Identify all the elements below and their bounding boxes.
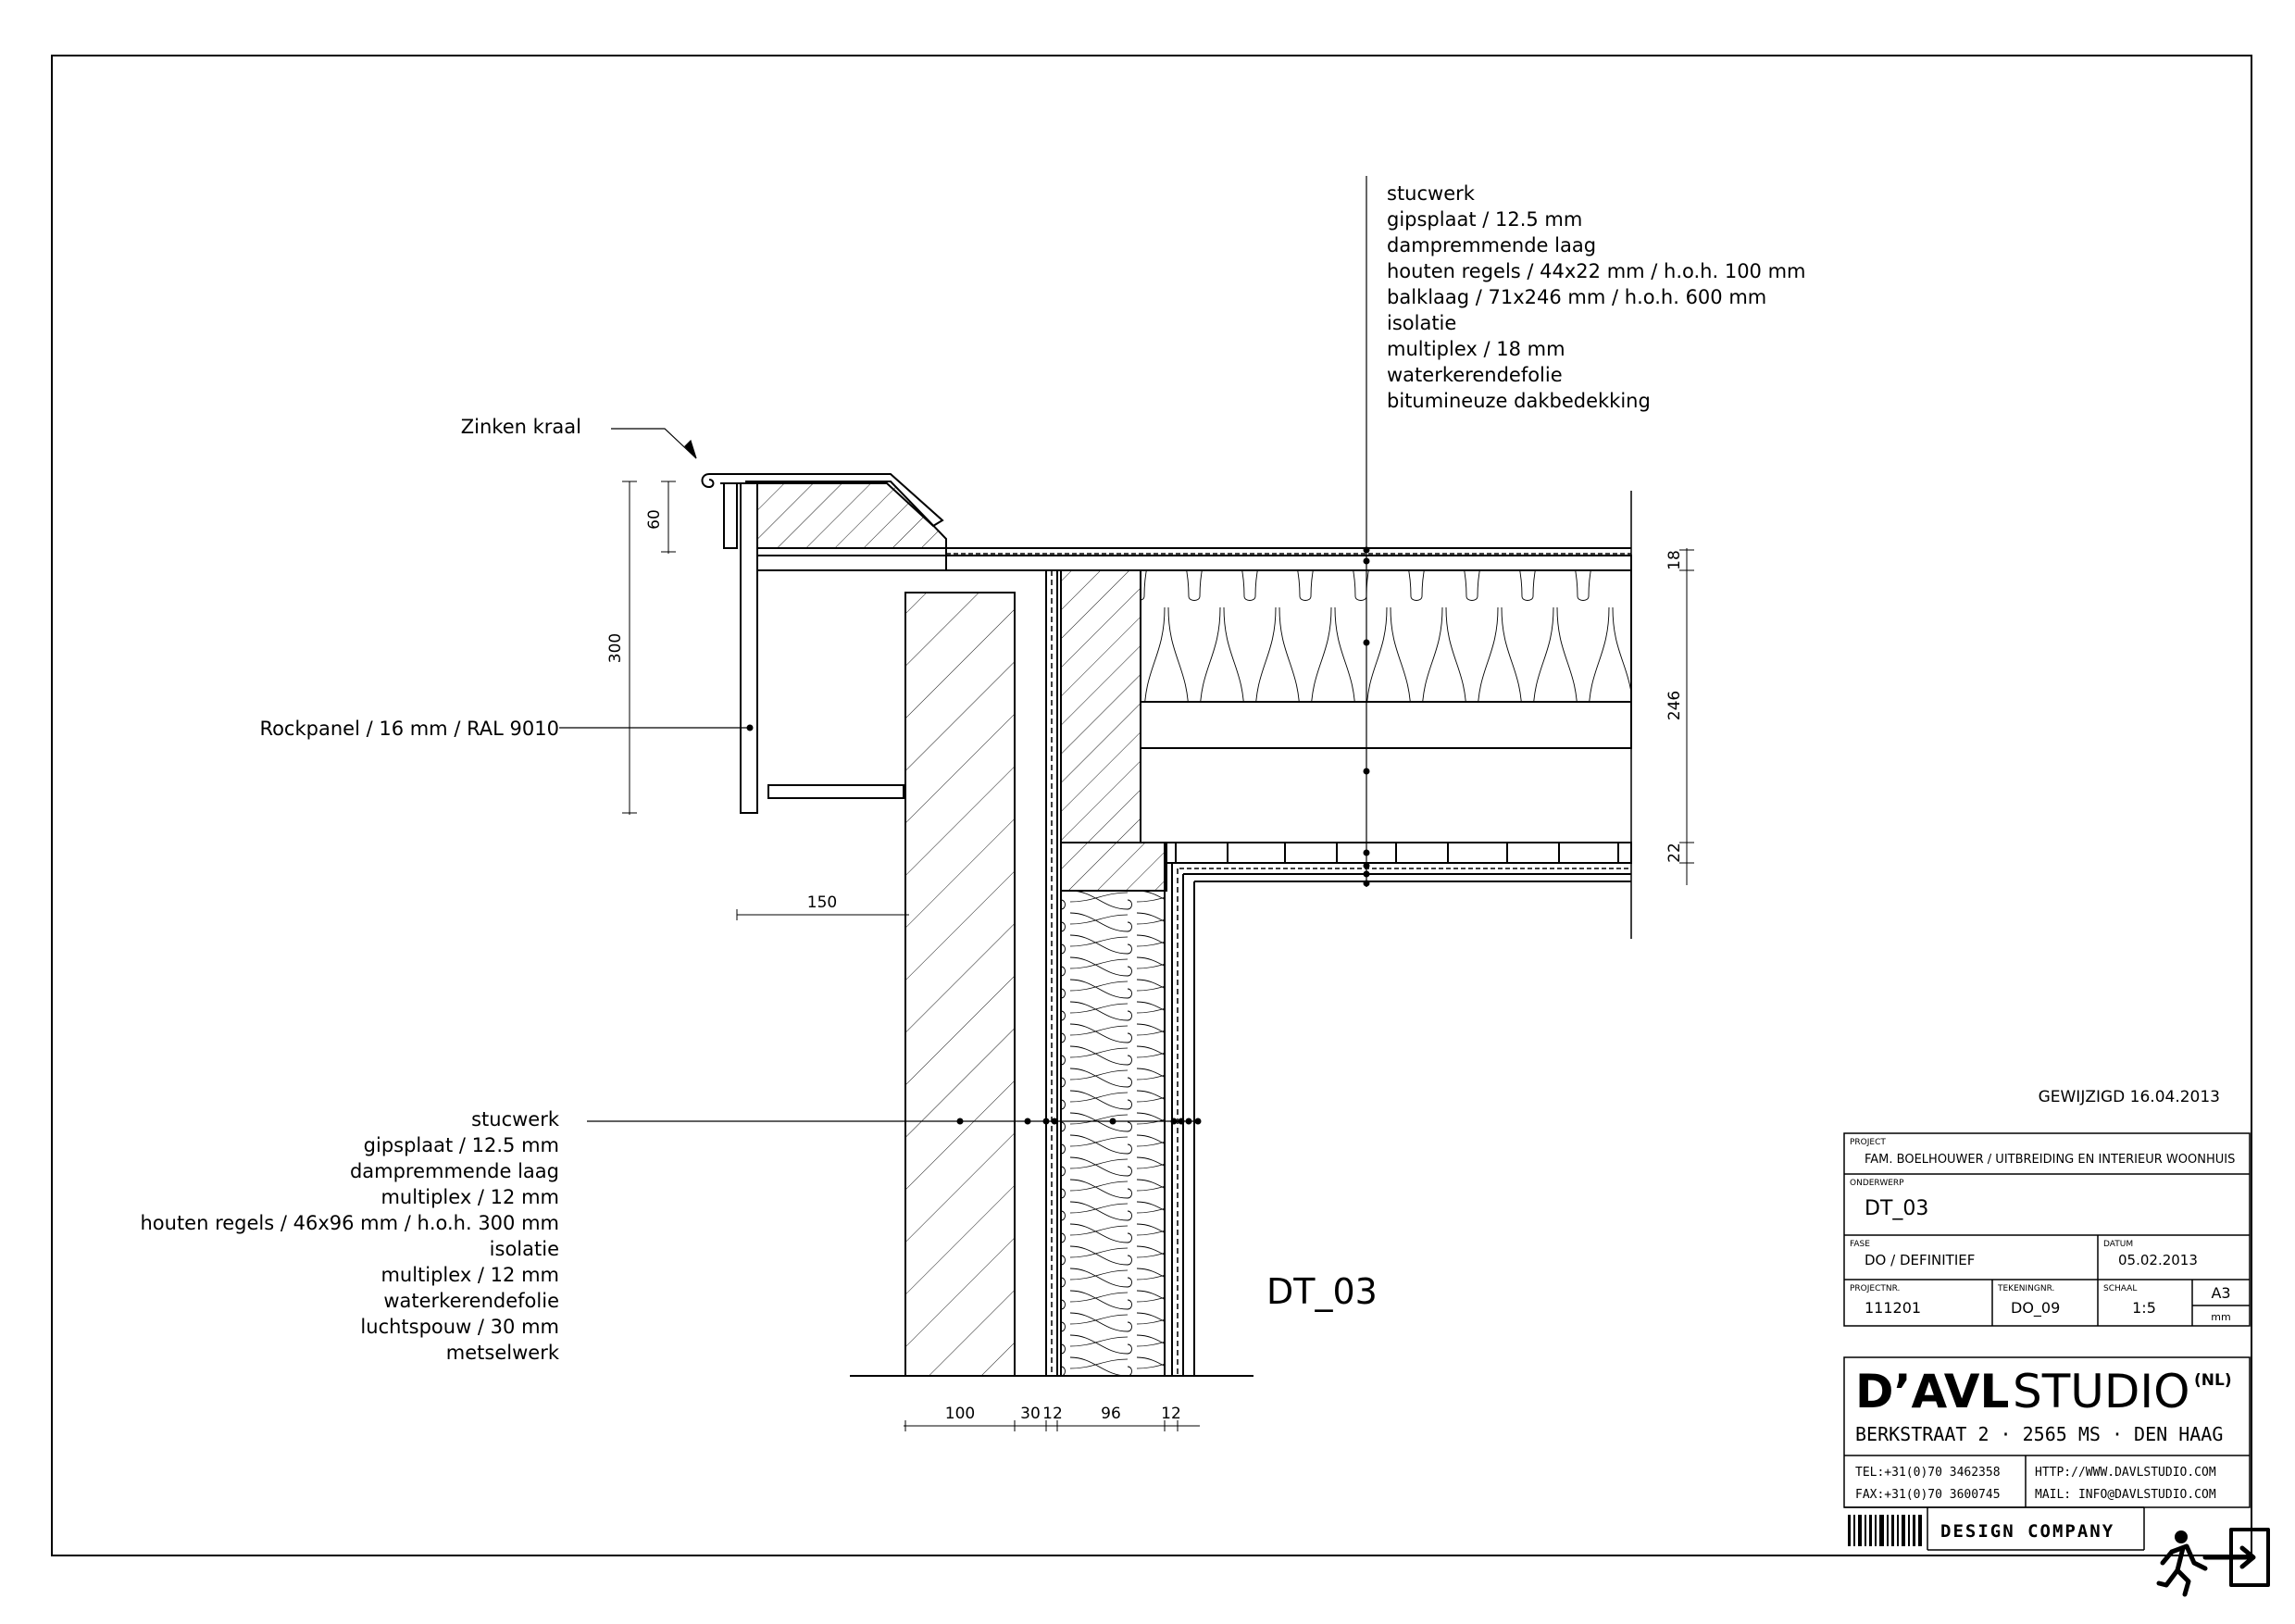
wall-layer-list (140, 1108, 559, 1364)
dim-18: 18 (1665, 550, 1684, 570)
roof-layer-list (1387, 182, 1806, 412)
wall-layer-4: houten regels / 46x96 mm / h.o.h. 300 mm (140, 1212, 559, 1234)
dim-60: 60 (645, 509, 664, 530)
studio-web: HTTP://WWW.DAVLSTUDIO.COM (2035, 1466, 2216, 1480)
rockpanel-fascia (724, 483, 737, 548)
dim-150: 150 (806, 893, 838, 912)
drawing-title: DT_03 (1266, 1271, 1378, 1312)
studio-name-light: STUDIO (2013, 1365, 2190, 1418)
studio-address: BERKSTRAAT 2 · 2565 MS · DEN HAAG (1855, 1423, 2224, 1445)
wall-layer-6: multiplex / 12 mm (380, 1264, 559, 1286)
phase-label: FASE (1850, 1240, 1870, 1249)
soffit-board (768, 785, 904, 798)
subject-value: DT_03 (1865, 1197, 1929, 1220)
roof-layer-0: stucwerk (1387, 182, 1475, 205)
construction-detail (703, 474, 1632, 1376)
date-label: DATUM (2103, 1240, 2134, 1249)
label-rockpanel: Rockpanel / 16 mm / RAL 9010 (259, 718, 559, 740)
dim-100: 100 (944, 1405, 976, 1423)
projectnr-value: 111201 (1865, 1299, 1922, 1317)
masonry-wall (905, 593, 1015, 1376)
roof-layer-3: houten regels / 44x22 mm / h.o.h. 100 mm (1387, 260, 1806, 282)
studio-country: (NL) (2194, 1371, 2232, 1390)
studio-tel: TEL:+31(0)70 3462358 (1855, 1466, 2001, 1480)
dim-246: 246 (1665, 690, 1684, 721)
drawingnr-value: DO_09 (2011, 1299, 2061, 1317)
wall-layer-1: gipsplaat / 12.5 mm (363, 1134, 559, 1156)
studio-name-bold: D’AVL (1855, 1365, 2010, 1418)
roof-layer-4: balklaag / 71x246 mm / h.o.h. 600 mm (1387, 286, 1767, 308)
dim-12-outer: 12 (1042, 1405, 1063, 1423)
phase-value: DO / DEFINITIEF (1865, 1252, 1976, 1268)
roof-multiplex (757, 556, 1631, 570)
roof-layer-6: multiplex / 18 mm (1387, 338, 1565, 360)
project-value: FAM. BOELHOUWER / UITBREIDING EN INTERIEUR WOONHUIS (1865, 1153, 2236, 1167)
roof-layer-8: bitumineuze dakbedekking (1387, 390, 1651, 412)
drawingnr-label: TEKENINGNR. (1998, 1284, 2055, 1293)
projectnr-label: PROJECTNR. (1850, 1284, 1901, 1293)
dim-30: 30 (1020, 1405, 1041, 1423)
wall-layer-7: waterkerendefolie (383, 1290, 559, 1312)
scale-label: SCHAAL (2103, 1284, 2138, 1293)
roof-layer-2: dampremmende laag (1387, 234, 1597, 256)
roof-layer-5: isolatie (1387, 312, 1457, 334)
dim-12-inner: 12 (1161, 1405, 1181, 1423)
dim-22: 22 (1665, 843, 1684, 863)
studio-text (1855, 1365, 2232, 1542)
title-block-text (1850, 1138, 2235, 1323)
wall-layer-2: dampremmende laag (349, 1160, 559, 1182)
label-zinc-bead: Zinken kraal (460, 416, 581, 438)
dim-300: 300 (606, 632, 625, 664)
wall-layer-8: luchtspouw / 30 mm (360, 1316, 559, 1338)
wall-layer-5: isolatie (489, 1238, 559, 1260)
top-plate (1061, 570, 1141, 843)
studio-tagline: DESIGN COMPANY (1940, 1521, 2115, 1542)
format-value: A3 (2211, 1284, 2231, 1302)
roof-layer-7: waterkerendefolie (1387, 364, 1563, 386)
revision-note: GEWIJZIGD 16.04.2013 (2038, 1088, 2220, 1106)
wall-layer-3: multiplex / 12 mm (380, 1186, 559, 1208)
roof-layer-1: gipsplaat / 12.5 mm (1387, 208, 1583, 231)
studio-fax: FAX:+31(0)70 3600745 (1855, 1488, 2001, 1502)
wall-layer-9: metselwerk (445, 1342, 559, 1364)
date-value: 05.02.2013 (2118, 1252, 2198, 1268)
roof-insulation (1141, 570, 1631, 702)
zinc-bead (703, 474, 714, 487)
studio-mail: MAIL: INFO@DAVLSTUDIO.COM (2035, 1488, 2216, 1502)
dim-96: 96 (1101, 1405, 1121, 1423)
barcode-graphic (1848, 1515, 1922, 1546)
ceiling-battens (1176, 843, 1631, 863)
wall-layer-0: stucwerk (471, 1108, 559, 1131)
wall-insulation (1061, 891, 1165, 1376)
unit-value: mm (2211, 1311, 2231, 1323)
scale-value: 1:5 (2132, 1299, 2156, 1317)
subject-label: ONDERWERP (1850, 1179, 1904, 1188)
project-label: PROJECT (1850, 1138, 1886, 1147)
roof-edge-timber (746, 481, 946, 548)
